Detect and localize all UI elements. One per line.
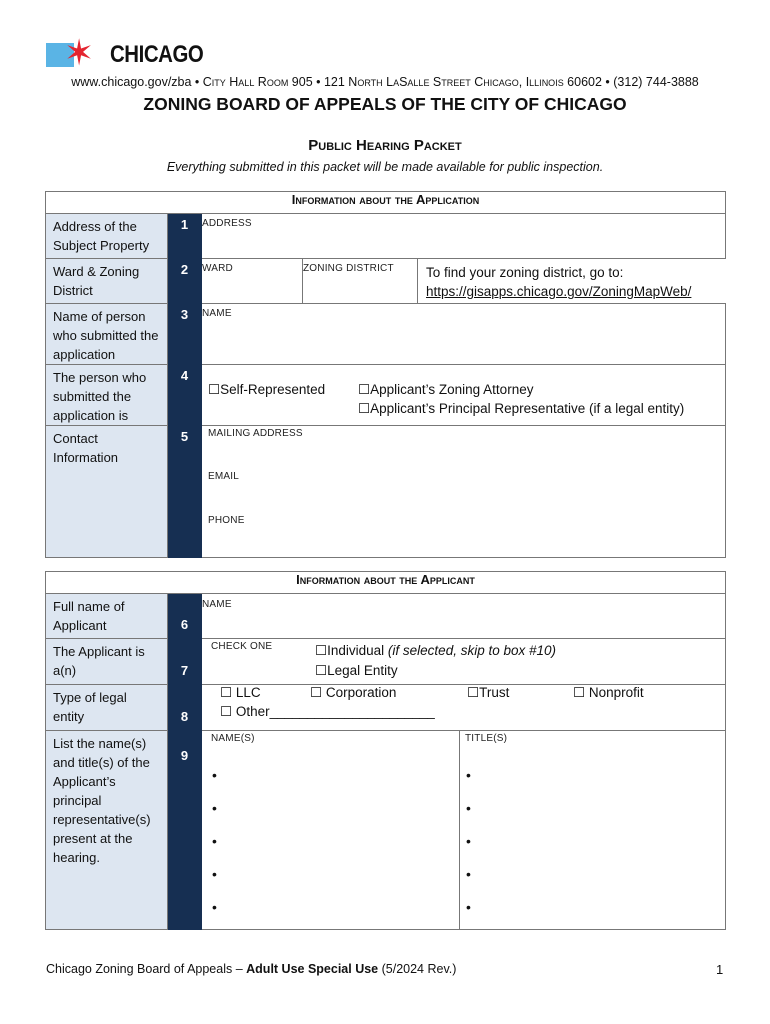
zoning-attorney-checkbox[interactable]: ☐Applicant’s Zoning Attorney [358,382,534,397]
packet-subtitle: Public Hearing Packet [308,137,462,154]
field-caption: NAME [202,308,232,319]
row-label: Address of the Subject Property [46,214,168,259]
star-icon: ✶ [64,32,95,73]
row-number: 8 [168,685,202,731]
self-represented-checkbox[interactable]: ☐Self-Represented [208,382,326,397]
applicant-section-heading: Information about the Applicant [46,572,726,594]
individual-note: (if selected, skip to box #10) [387,643,557,658]
logo-blue-block [46,32,95,73]
bullet: • [212,899,217,915]
phone-caption: PHONE [208,515,245,526]
email-caption: EMAIL [208,471,240,482]
row-label: Type of legal entity [46,685,168,731]
phone-number: (312) 744-3888 [613,75,699,89]
address-field[interactable] [202,214,726,259]
representative-titles-field[interactable] [460,731,726,930]
page-title: ZONING BOARD OF APPEALS OF THE CITY OF CHICAGO [143,94,627,114]
nonprofit-checkbox[interactable]: ☐ Nonprofit [573,685,644,700]
field-caption: NAME [202,599,232,610]
row-number: 5 [168,426,202,558]
applicant-info-table [45,571,726,930]
bullet: • [212,866,217,882]
row-number: 2 [168,259,202,304]
individual-checkbox[interactable]: ☐Individual (if selected, skip to box #10) [315,643,557,658]
row-label: List the name(s) and title(s) of the Applicant’s principal representative(s) present at the hearing. [46,731,168,930]
entity-type-options [202,685,726,731]
legal-entity-checkbox[interactable]: ☐Legal Entity [315,663,398,678]
row-number: 6 [168,594,202,639]
contact-address-line: www.chicago.gov/zba • City Hall Room 905 • 121 North LaSalle Street Chicago, Illinois 60602 • (312) 744-3888 [71,75,699,89]
zoning-hint-text: To find your zoning district, go to: [426,265,624,280]
street-address: City Hall Room 905 • 121 North LaSalle Street Chicago, Illinois 60602 [202,75,602,89]
footer-form-name: Chicago Zoning Board of Appeals – Adult Use Special Use (5/2024 Rev.) [46,962,457,976]
row-label: The Applicant is a(n) [46,639,168,685]
row-number: 1 [168,214,202,259]
bullet: • [212,767,217,783]
application-section-heading: Information about the Application [46,192,726,214]
bullet: • [212,833,217,849]
row-label: The person who submitted the application is [46,365,168,426]
row-number: 3 [168,304,202,365]
public-inspection-note: Everything submitted in this packet will be made available for public inspection. [166,160,604,174]
row-number: 7 [168,639,202,685]
application-info-table [45,191,726,558]
names-bullet-list [212,759,217,924]
applicant-name-field[interactable] [202,594,726,639]
trust-checkbox[interactable]: ☐Trust [467,685,510,700]
website-link[interactable]: www.chicago.gov/zba [71,75,192,89]
representative-names-field[interactable] [202,731,460,930]
other-checkbox[interactable]: ☐ Other______________________ [220,704,435,719]
row-label: Ward & Zoning District [46,259,168,304]
submitter-role-options [202,365,726,426]
bullet: • [466,866,471,882]
chicago-logo [46,32,220,73]
titles-bullet-list [466,759,471,924]
llc-checkbox[interactable]: ☐ LLC [220,685,261,700]
row-label: Name of person who submitted the application [46,304,168,365]
bullet: • [466,767,471,783]
ward-field[interactable] [202,259,303,304]
submitter-name-field[interactable] [202,304,726,365]
field-caption: ZONING DISTRICT [303,263,394,274]
contact-information-fields[interactable] [202,426,726,558]
bullet: • [466,800,471,816]
bullet: • [212,800,217,816]
bullet: • [466,833,471,849]
zoning-district-field[interactable] [303,259,418,304]
form-type: Adult Use Special Use [246,962,379,976]
row-label: Contact Information [46,426,168,558]
zoning-hint [418,259,726,304]
row-number: 9 [168,731,202,930]
row-label: Full name of Applicant [46,594,168,639]
check-one-caption: CHECK ONE [211,641,273,652]
applicant-type-options [202,639,726,685]
field-caption: ADDRESS [202,218,252,229]
titles-caption: TITLE(S) [465,733,508,744]
names-caption: NAME(S) [211,733,255,744]
zoning-map-link[interactable]: https://gisapps.chicago.gov/ZoningMapWeb/ [426,284,692,299]
principal-representative-checkbox[interactable]: ☐Applicant’s Principal Representative (if a legal entity) [358,401,685,416]
page-number: 1 [716,962,724,977]
logo-text: CHICAGO [110,41,204,68]
field-caption: WARD [202,263,233,274]
corporation-checkbox[interactable]: ☐ Corporation [310,685,397,700]
mailing-address-caption: MAILING ADDRESS [208,428,303,439]
row-number: 4 [168,365,202,426]
revision-date: (5/2024 Rev.) [378,962,457,976]
bullet: • [466,899,471,915]
